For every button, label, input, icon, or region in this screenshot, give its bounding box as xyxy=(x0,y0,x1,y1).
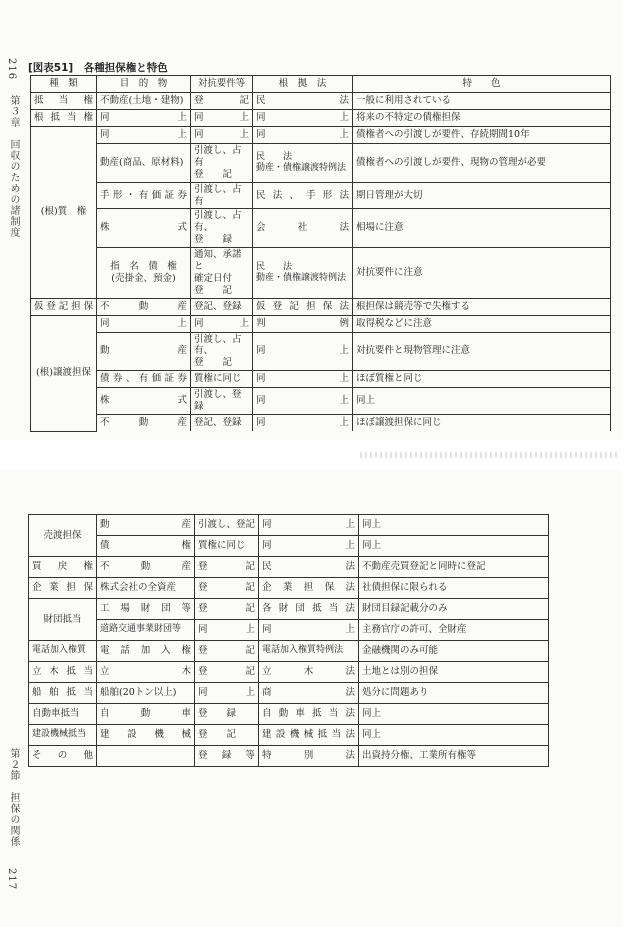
table-cell: 民 法 xyxy=(253,93,353,110)
table-cell: 仮登記担保 xyxy=(31,298,97,315)
table-cell: 登 記 xyxy=(195,662,259,683)
table-cell: 同上 xyxy=(359,704,549,725)
table-cell: 処分に問題あり xyxy=(359,683,549,704)
table-cell: 民 法 動産・債権譲渡特例法 xyxy=(253,144,353,183)
table-cell: (根)譲渡担保 xyxy=(31,315,97,431)
table-cell: 建設機械抵当法 xyxy=(259,725,359,746)
table-cell: 民 法 xyxy=(259,557,359,578)
table-cell: 民 法 動産・債権譲渡特例法 xyxy=(253,248,353,299)
table-cell: 登記、登録 xyxy=(191,414,253,431)
table-cell: 質権に同じ xyxy=(195,536,259,557)
table-row xyxy=(31,388,611,415)
table-cell: 不 動 産 xyxy=(97,557,195,578)
table-cell: 不 動 産 xyxy=(97,298,191,315)
scan-artifact xyxy=(360,452,620,458)
table-cell: 同 上 xyxy=(97,110,191,127)
table-cell: 財団抵当 xyxy=(29,599,97,641)
table-cell: 自 動 車 xyxy=(97,704,195,725)
table-cell: 立木抵当 xyxy=(29,662,97,683)
table-cell: 自動車抵当 xyxy=(29,704,97,725)
table-cell: 登 録 xyxy=(195,704,259,725)
page-number-bottom: 217 xyxy=(6,868,17,891)
table-cell: 同 上 xyxy=(191,315,253,332)
table-cell: 不動産(土地・建物) xyxy=(97,93,191,110)
table-cell: 同上 xyxy=(359,536,549,557)
table-cell: 特 別 法 xyxy=(259,746,359,767)
table-cell: 同 上 xyxy=(191,127,253,144)
table-row xyxy=(31,93,611,110)
table-row xyxy=(29,578,549,599)
table-cell: 同 上 xyxy=(253,371,353,388)
table-cell: 不動産売買登記と同時に登記 xyxy=(359,557,549,578)
table-cell: 民法、手形法 xyxy=(253,182,353,209)
table-row xyxy=(31,315,611,332)
table-cell: 船舶(20トン以上) xyxy=(97,683,195,704)
table-cell: 指 名 債 権 (売掛金、預金) xyxy=(97,248,191,299)
header-perfection: 対抗要件等 xyxy=(191,76,253,93)
table-cell: 将来の不特定の債権担保 xyxy=(353,110,611,127)
table-cell: 対抗要件と現物管理に注意 xyxy=(353,332,611,371)
table-row xyxy=(29,662,549,683)
table-cell: 質権に同じ xyxy=(191,371,253,388)
table-cell: 取得税などに注意 xyxy=(353,315,611,332)
table-cell: 自動車抵当法 xyxy=(259,704,359,725)
table-row xyxy=(31,414,611,431)
table-row xyxy=(29,599,549,620)
table-cell: 同 上 xyxy=(195,683,259,704)
table-row xyxy=(29,641,549,662)
table-cell: 売渡担保 xyxy=(29,515,97,557)
table-cell: 立 木 xyxy=(97,662,195,683)
table-cell: 株式会社の全資産 xyxy=(97,578,195,599)
table-cell: 金融機関のみ可能 xyxy=(359,641,549,662)
table-cell: 会 社 法 xyxy=(253,209,353,248)
table-cell: 判 例 xyxy=(253,315,353,332)
table-cell: 登 記 xyxy=(195,578,259,599)
table-row xyxy=(31,332,611,371)
table-cell: ほぼ質権と同じ xyxy=(353,371,611,388)
table-row xyxy=(29,515,549,536)
table-cell: 同 上 xyxy=(195,620,259,641)
table-cell: 根担保は競売等で失権する xyxy=(353,298,611,315)
table-cell: 同 上 xyxy=(97,315,191,332)
table-cell: 登 記 xyxy=(195,599,259,620)
table-cell: 道路交通事業財団等 xyxy=(97,620,195,641)
table-cell: (根)質 権 xyxy=(31,127,97,299)
collateral-table-bottom xyxy=(28,514,549,767)
table-row xyxy=(31,182,611,209)
table-cell: 抵 当 権 xyxy=(31,93,97,110)
table-cell: 一般に利用されている xyxy=(353,93,611,110)
table-cell: 相場に注意 xyxy=(353,209,611,248)
table-cell: 出資持分権、工業所有権等 xyxy=(359,746,549,767)
table-cell: 不 動 産 xyxy=(97,414,191,431)
table-row xyxy=(31,298,611,315)
table-row xyxy=(29,725,549,746)
table-cell: 株 式 xyxy=(97,388,191,415)
header-law: 根 拠 法 xyxy=(253,76,353,93)
table-cell: 登 記 xyxy=(191,93,253,110)
table-cell: 引渡し、占有、 登 録 xyxy=(191,209,253,248)
table-cell: 主務官庁の許可、全財産 xyxy=(359,620,549,641)
table-row xyxy=(31,248,611,299)
table-cell: 同 上 xyxy=(259,536,359,557)
table-cell: 建設機械抵当 xyxy=(29,725,97,746)
table-cell: 引渡し、占有 xyxy=(191,182,253,209)
table-cell: 財団目録記載分のみ xyxy=(359,599,549,620)
table-cell: 引渡し、占有 登 記 xyxy=(191,144,253,183)
table-cell: 債券、有価証券 xyxy=(97,371,191,388)
table-cell: 動 産 xyxy=(97,515,195,536)
table-cell: 登 録 等 xyxy=(195,746,259,767)
table-cell: 同上 xyxy=(359,515,549,536)
header-type: 種 類 xyxy=(31,76,97,93)
table-cell: 企業担保 xyxy=(29,578,97,599)
table-cell: 登 記 xyxy=(195,725,259,746)
table-cell: 債権者への引渡しが要件、現物の管理が必要 xyxy=(353,144,611,183)
table-row xyxy=(29,683,549,704)
table-cell: 企業担保法 xyxy=(259,578,359,599)
table-cell: 電話加入権質特例法 xyxy=(259,641,359,662)
table-cell: 対抗要件に注意 xyxy=(353,248,611,299)
table-cell: 登 記 xyxy=(195,641,259,662)
table-cell: 債権者への引渡しが要件、存続期間10年 xyxy=(353,127,611,144)
table-row xyxy=(31,209,611,248)
page-number-top: 216 xyxy=(6,58,17,81)
table-cell: 工場財団等 xyxy=(97,599,195,620)
table-cell: 建設機械 xyxy=(97,725,195,746)
table-cell: 同 上 xyxy=(191,110,253,127)
table-cell: 同 上 xyxy=(253,332,353,371)
table-cell: 同 上 xyxy=(253,127,353,144)
table-cell: 同 上 xyxy=(253,414,353,431)
table-cell: 電話加入権 xyxy=(97,641,195,662)
table-cell: 同上 xyxy=(353,388,611,415)
table-cell: 同 上 xyxy=(259,515,359,536)
table-cell: 同 上 xyxy=(253,110,353,127)
table-cell: 引渡し、占有、 登 記 xyxy=(191,332,253,371)
table-cell: 登記、登録 xyxy=(191,298,253,315)
collateral-table-top xyxy=(30,75,611,432)
table-cell: 動 産 xyxy=(97,332,191,371)
header-feature: 特 色 xyxy=(353,76,611,93)
table-cell: 動産(商品、原材料) xyxy=(97,144,191,183)
figure-title: [図表51] 各種担保権と特色 xyxy=(28,62,168,74)
table-row xyxy=(29,620,549,641)
table-cell: 債 権 xyxy=(97,536,195,557)
table-cell: 同上 xyxy=(359,725,549,746)
table-row xyxy=(31,144,611,183)
table-cell: 商 法 xyxy=(259,683,359,704)
table-cell: そ の 他 xyxy=(29,746,97,767)
table-row xyxy=(29,704,549,725)
table-cell: 同 上 xyxy=(259,620,359,641)
table-cell: 株 式 xyxy=(97,209,191,248)
table-cell: 同 上 xyxy=(97,127,191,144)
table-cell: 立 木 法 xyxy=(259,662,359,683)
table-cell: 引渡し、登録 xyxy=(191,388,253,415)
table-cell: 引渡し、登記 xyxy=(195,515,259,536)
table-cell: 根抵当権 xyxy=(31,110,97,127)
table-cell: 土地とは別の担保 xyxy=(359,662,549,683)
header-object: 目 的 物 xyxy=(97,76,191,93)
table-cell: 手形・有価証券 xyxy=(97,182,191,209)
table-cell: 買 戻 権 xyxy=(29,557,97,578)
section-footer: 第２節 担保の関係 xyxy=(8,748,19,847)
table-cell: 社債担保に限られる xyxy=(359,578,549,599)
table-cell: 船舶抵当 xyxy=(29,683,97,704)
table-cell: ほぼ譲渡担保に同じ xyxy=(353,414,611,431)
table-row xyxy=(29,746,549,767)
table-cell: 通知、承諾と 確定日付 登 記 xyxy=(191,248,253,299)
table-row xyxy=(31,371,611,388)
table-row xyxy=(31,127,611,144)
table-cell: 期日管理が大切 xyxy=(353,182,611,209)
table-cell: 登 記 xyxy=(195,557,259,578)
table-cell: 同 上 xyxy=(253,388,353,415)
table-row xyxy=(31,110,611,127)
chapter-header: 第３章 回収のための諸制度 xyxy=(8,95,19,238)
table-cell xyxy=(97,746,195,767)
table-row xyxy=(29,536,549,557)
table-cell: 仮登記担保法 xyxy=(253,298,353,315)
table-cell: 各財団抵当法 xyxy=(259,599,359,620)
table-cell: 電話加入権質 xyxy=(29,641,97,662)
table-row xyxy=(29,557,549,578)
